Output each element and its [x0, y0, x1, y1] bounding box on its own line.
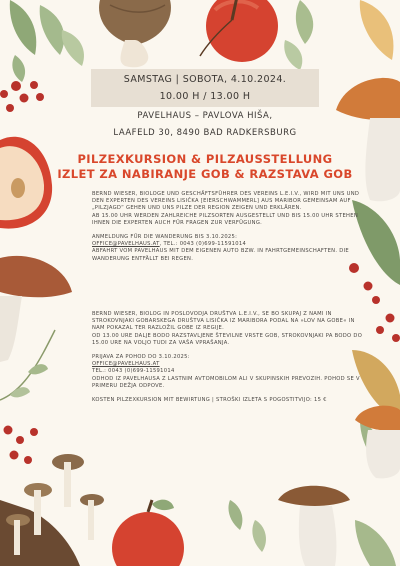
leaves-top-right-icon [284, 0, 393, 70]
slovene-intro: BERND WIESER, BIOLOG IN POSLOVODJA DRUŠTVA L.E.I.V., SE BO SKUPAJ Z NAMI IN STROKOVNJAKI GOBARSKEGA DRUŠTVA LISIČKA IZ MARIBORA PODAL NA »LOV NA GOBE« IN NAM POKAZAL TER RAZLOŽIL GOBE IZ REGIJE. [92, 311, 355, 332]
event-address: LAAFELD 30, 8490 BAD RADKERSBURG [113, 128, 297, 138]
mushroom-bottom-center-icon [278, 486, 350, 566]
german-exhibit: AB 15.00 UHR WERDEN ZAHLREICHE PILZSORTEN AUSGESTELLT UND BIS 15.00 UHR STEHEN IHNEN DIE EXPERTEN AUCH FÜR FRAGEN ZUR VERFÜGUNG. [92, 212, 359, 226]
mushroom-bottom-right-icon [355, 406, 400, 479]
german-section [92, 191, 364, 263]
german-phone: , TEL.: 0043 (0)699-11591014 [159, 241, 247, 248]
mushroom-top-icon [99, 0, 171, 67]
slovene-exhibit: OD 13.00 URE DALJE BODO RAZSTAVLJENE ŠTEVILNE VRSTE GOB, STROKOVNJAKI PA BODO DO 15.00 URE NA VOLJO TUDI ZA VAŠA VPRAŠANJA. [92, 332, 363, 346]
event-date: SAMSTAG | SOBOTA, 4.10.2024. [123, 74, 287, 85]
mushroom-right-icon [336, 78, 400, 201]
berries-left-icon [0, 81, 44, 112]
german-email-link[interactable]: OFFICE@PAVELHAUS.AT [92, 241, 160, 248]
title-german: PILZEXKURSION & PILZAUSSTELLUNG [77, 152, 333, 166]
apple-bottom-icon [112, 500, 184, 566]
berries-bottom-left-icon [4, 426, 39, 465]
slovene-email-link[interactable]: OFFICE@PAVELHAUS.AT [92, 361, 160, 368]
slovene-registration-label: PRIJAVA ZA POHOD DO 3.10.2025: [92, 354, 190, 361]
german-intro: BERND WIESER, BIOLOGE UND GESCHÄFTSFÜHRER DES VEREINS L.E.I.V., WIRD MIT UNS UND DEN EXPERTEN DES VEREINS LISIČKA [EIERSCHWAMMERL] AUS MARIBOR GEMEINSAM AUF „PILZJAGD“ GEHEN UND UNS PILZE DER REGION ZEIGEN UND ERKLÄREN. [92, 191, 360, 212]
mushroom-left-icon [0, 256, 72, 362]
german-contact [92, 241, 364, 248]
apple-half-icon [0, 137, 52, 229]
mushroom-cluster-icon [0, 454, 104, 566]
slovene-section [92, 311, 364, 404]
title-slovene: IZLET ZA NABIRANJE GOB & RAZSTAVA GOB [57, 167, 353, 181]
event-time: 10.00 H / 13.00 H [159, 91, 251, 102]
german-registration-label: ANMELDUNG FÜR DIE WANDERUNG BIS 3.10.2025: [92, 234, 238, 241]
german-departure: ABFAHRT VOM PAVELHAUS MIT DEM EIGENEN AUTO BZW. IN FAHRTGEMEINSCHAFTEN. DIE WANDERUNG ENTFÄLLT BEI REGEN. [92, 248, 349, 262]
slovene-departure: ODHOD IZ PAVELHAUSA Z LASTNIM AVTOMOBILOM ALI V SKUPINSKIH PREVOZIH. POHOD SE V PRIMERU DEŽJA ODPOVE. [92, 375, 360, 389]
leaves-top-left-icon [10, 0, 84, 82]
slovene-phone: TEL.: 0043 (0)699-11591014 [92, 368, 175, 375]
event-venue: PAVELHAUS – PAVLOVA HIŠA, [137, 111, 273, 121]
cost-info: KOSTEN PILZEXKURSION MIT BEWIRTUNG | STROŠKI IZLETA S POGOSTITVIJO: 15 € [92, 397, 327, 404]
apple-top-icon [200, 0, 278, 62]
